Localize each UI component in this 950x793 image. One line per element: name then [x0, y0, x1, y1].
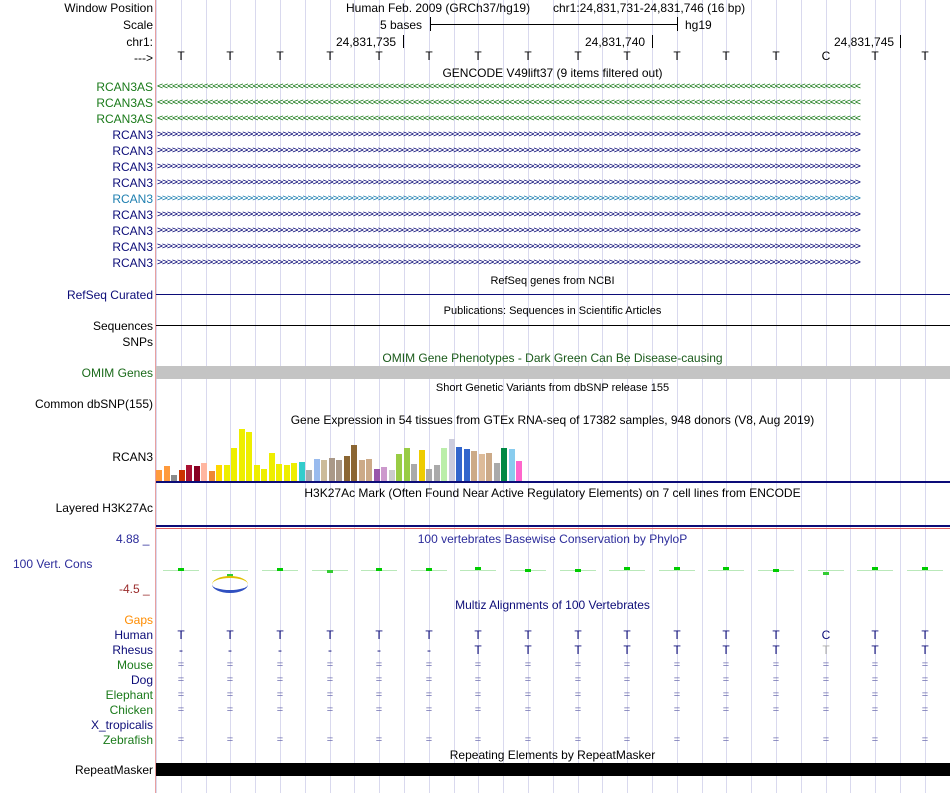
multiz-human-base: T: [226, 628, 234, 642]
sequence-base: T: [226, 49, 234, 63]
gtex-bar[interactable]: [359, 460, 365, 481]
multiz-rhesus-base: T: [822, 643, 830, 657]
multiz-gap-mark: =: [921, 674, 929, 686]
multiz-gap-mark: =: [226, 674, 234, 686]
sequence-base: T: [574, 49, 582, 63]
multiz-gap-mark: =: [772, 659, 780, 671]
gencode-row-label[interactable]: RCAN3: [112, 240, 153, 254]
pubs-label[interactable]: Sequences: [92, 319, 153, 333]
sequence-base: T: [524, 49, 532, 63]
gtex-bar[interactable]: [276, 464, 282, 481]
multiz-species-label[interactable]: Zebrafish: [102, 733, 153, 747]
omim-bar[interactable]: [156, 366, 950, 379]
h3k27ac-label[interactable]: Layered H3K27Ac: [55, 501, 153, 515]
coord-2-tick: [652, 35, 653, 48]
multiz-gap-mark: =: [623, 659, 631, 671]
gtex-bar[interactable]: [246, 432, 252, 481]
multiz-rhesus-base: T: [921, 643, 929, 657]
gencode-transcript-line[interactable]: >>>>>>>>>>>>>>>>>>>>>>>>>>>>>>>>>>>>>>>>>>>>>>>>>>>>>>>>>>>>>>>>>>>>>>>>>>>>>>>>>>>>>>>>>>>>>>>>>>>>>>>>>>>>>>>>>>>>>>>>>>>>>>>>>>>>>>>>>>>>: [157, 225, 860, 236]
multiz-human-base: T: [326, 628, 334, 642]
multiz-title: Multiz Alignments of 100 Vertebrates: [455, 598, 650, 612]
multiz-rhesus-base: T: [474, 643, 482, 657]
multiz-gap-mark: =: [722, 689, 730, 701]
multiz-gap-mark: =: [722, 704, 730, 716]
multiz-gap-mark: =: [574, 689, 582, 701]
gtex-bar[interactable]: [194, 466, 200, 481]
multiz-gap-mark: =: [524, 704, 532, 716]
gtex-bar-chart[interactable]: [156, 428, 536, 481]
snps-label[interactable]: SNPs: [122, 335, 153, 349]
multiz-gap-mark: =: [722, 734, 730, 746]
multiz-gap-mark: =: [822, 659, 830, 671]
gencode-transcript-line[interactable]: >>>>>>>>>>>>>>>>>>>>>>>>>>>>>>>>>>>>>>>>>>>>>>>>>>>>>>>>>>>>>>>>>>>>>>>>>>>>>>>>>>>>>>>>>>>>>>>>>>>>>>>>>>>>>>>>>>>>>>>>>>>>>>>>>>>>>>>>>>>>: [157, 193, 860, 204]
multiz-gap-mark: =: [524, 689, 532, 701]
multiz-gap-mark: =: [177, 674, 185, 686]
phylop-mark[interactable]: [773, 569, 779, 572]
gtex-bar[interactable]: [389, 470, 395, 481]
gtex-bar[interactable]: [411, 464, 417, 481]
multiz-human-base: T: [375, 628, 383, 642]
multiz-gap-mark: =: [574, 659, 582, 671]
phylop-label[interactable]: 100 Vert. Cons: [13, 557, 93, 571]
gtex-bar[interactable]: [156, 470, 162, 481]
gencode-row-label[interactable]: RCAN3: [112, 208, 153, 222]
multiz-gap-mark: =: [574, 734, 582, 746]
multiz-species-label[interactable]: Dog: [130, 673, 153, 687]
gtex-bar[interactable]: [336, 460, 342, 481]
gtex-bar[interactable]: [306, 470, 312, 481]
multiz-gap-mark: =: [772, 704, 780, 716]
phylop-baseline-dash: [857, 570, 893, 571]
multiz-gap-mark: =: [772, 674, 780, 686]
phylop-baseline-dash: [708, 570, 744, 571]
phylop-baseline-dash: [808, 570, 844, 571]
gencode-transcript-line[interactable]: >>>>>>>>>>>>>>>>>>>>>>>>>>>>>>>>>>>>>>>>>>>>>>>>>>>>>>>>>>>>>>>>>>>>>>>>>>>>>>>>>>>>>>>>>>>>>>>>>>>>>>>>>>>>>>>>>>>>>>>>>>>>>>>>>>>>>>>>>>>>: [157, 257, 860, 268]
multiz-human-base: T: [673, 628, 681, 642]
multiz-gap-mark: =: [474, 674, 482, 686]
multiz-gap-mark: =: [871, 689, 879, 701]
phylop-mark[interactable]: [823, 572, 829, 575]
multiz-gap-mark: =: [574, 704, 582, 716]
multiz-gap-mark: =: [524, 659, 532, 671]
gencode-title: GENCODE V49lift37 (9 items filtered out): [442, 66, 663, 80]
gencode-row-label[interactable]: RCAN3: [112, 176, 153, 190]
h3k27ac-line[interactable]: [156, 525, 950, 527]
multiz-gap-mark: =: [326, 734, 334, 746]
strand-label: --->: [134, 51, 153, 65]
multiz-human-base: T: [722, 628, 730, 642]
multiz-gap-mark: =: [276, 689, 284, 701]
multiz-gap-mark: =: [326, 689, 334, 701]
multiz-gap-mark: =: [772, 734, 780, 746]
gtex-bar[interactable]: [366, 459, 372, 481]
gencode-row-label[interactable]: RCAN3: [112, 224, 153, 238]
multiz-rhesus-base: T: [673, 643, 681, 657]
multiz-human-base: T: [177, 628, 185, 642]
repeat-label[interactable]: RepeatMasker: [74, 763, 153, 777]
multiz-gap-mark: =: [623, 689, 631, 701]
phylop-mark[interactable]: [674, 567, 680, 570]
gtex-bar[interactable]: [509, 449, 515, 481]
multiz-gap-mark: =: [673, 734, 681, 746]
gencode-row-label[interactable]: RCAN3: [112, 256, 153, 270]
gencode-row-label[interactable]: RCAN3: [112, 144, 153, 158]
phylop-mark[interactable]: [426, 568, 432, 571]
pubs-title: Publications: Sequences in Scientific Articles: [443, 305, 662, 317]
phylop-mark[interactable]: [376, 568, 382, 571]
multiz-gap-mark: =: [822, 674, 830, 686]
phylop-mark[interactable]: [575, 569, 581, 572]
multiz-gap-mark: =: [326, 704, 334, 716]
multiz-rhesus-base: T: [574, 643, 582, 657]
multiz-rhesus-base: -: [377, 643, 381, 657]
gencode-transcript-line[interactable]: <<<<<<<<<<<<<<<<<<<<<<<<<<<<<<<<<<<<<<<<<<<<<<<<<<<<<<<<<<<<<<<<<<<<<<<<<<<<<<<<<<<<<<<<<<<<<<<<<<<<<<<<<<<<<<<<<<<<<<<<<<<<<<<<<<<<<<<<<<<<: [157, 81, 860, 92]
multiz-gap-mark: =: [474, 659, 482, 671]
multiz-gap-mark: =: [524, 674, 532, 686]
multiz-gap-mark: =: [425, 704, 433, 716]
multiz-gap-mark: =: [673, 704, 681, 716]
multiz-human-base: T: [623, 628, 631, 642]
refseq-title: RefSeq genes from NCBI: [490, 275, 615, 287]
gtex-bar[interactable]: [456, 447, 462, 481]
multiz-rhesus-base: -: [228, 643, 232, 657]
multiz-gap-mark: =: [425, 734, 433, 746]
left-border-line: [155, 0, 156, 793]
h3k27ac-title: H3K27Ac Mark (Often Found Near Active Regulatory Elements) on 7 cell lines from ENCODE: [304, 486, 801, 500]
sequence-base: T: [722, 49, 730, 63]
gtex-bar[interactable]: [186, 465, 192, 481]
gtex-bar[interactable]: [404, 448, 410, 481]
phylop-title: 100 vertebrates Basewise Conservation by PhyloP: [417, 532, 688, 546]
phylop-baseline-dash: [907, 570, 943, 571]
refseq-label[interactable]: RefSeq Curated: [66, 288, 153, 302]
gtex-bar[interactable]: [291, 463, 297, 481]
phylop-mark[interactable]: [723, 567, 729, 570]
sequence-base: T: [673, 49, 681, 63]
gencode-transcript-line[interactable]: >>>>>>>>>>>>>>>>>>>>>>>>>>>>>>>>>>>>>>>>>>>>>>>>>>>>>>>>>>>>>>>>>>>>>>>>>>>>>>>>>>>>>>>>>>>>>>>>>>>>>>>>>>>>>>>>>>>>>>>>>>>>>>>>>>>>>>>>>>>>: [157, 129, 860, 140]
multiz-gap-mark: =: [226, 704, 234, 716]
multiz-gap-mark: =: [822, 704, 830, 716]
gtex-bar[interactable]: [426, 469, 432, 481]
multiz-gap-mark: =: [177, 689, 185, 701]
gtex-baseline: [156, 481, 950, 483]
multiz-human-base: T: [921, 628, 929, 642]
gtex-bar[interactable]: [231, 448, 237, 481]
coord-3-tick: [900, 35, 901, 48]
multiz-gap-mark: =: [673, 689, 681, 701]
gtex-bar[interactable]: [284, 465, 290, 481]
gtex-bar[interactable]: [261, 469, 267, 481]
phylop-baseline-dash: [659, 570, 695, 571]
multiz-species-label[interactable]: Chicken: [109, 703, 153, 717]
multiz-gap-mark: =: [822, 734, 830, 746]
multiz-gap-mark: =: [871, 674, 879, 686]
sequence-base: T: [375, 49, 383, 63]
scale-label: Scale: [122, 18, 153, 32]
multiz-gap-mark: =: [623, 704, 631, 716]
multiz-human-base: C: [821, 628, 831, 642]
phylop-mark[interactable]: [327, 570, 333, 573]
window-position-label: Window Position: [64, 1, 153, 15]
multiz-gap-mark: =: [425, 689, 433, 701]
multiz-gap-mark: =: [673, 659, 681, 671]
multiz-gap-mark: =: [177, 659, 185, 671]
multiz-rhesus-base: T: [623, 643, 631, 657]
gtex-bar[interactable]: [374, 469, 380, 481]
multiz-gap-mark: =: [276, 659, 284, 671]
multiz-rhesus-base: T: [772, 643, 780, 657]
gencode-transcript-line[interactable]: >>>>>>>>>>>>>>>>>>>>>>>>>>>>>>>>>>>>>>>>>>>>>>>>>>>>>>>>>>>>>>>>>>>>>>>>>>>>>>>>>>>>>>>>>>>>>>>>>>>>>>>>>>>>>>>>>>>>>>>>>>>>>>>>>>>>>>>>>>>>: [157, 145, 860, 156]
gtex-bar[interactable]: [381, 467, 387, 481]
gencode-row-label[interactable]: RCAN3AS: [96, 96, 153, 110]
gtex-bar[interactable]: [479, 454, 485, 481]
dbsnp-title: Short Genetic Variants from dbSNP release 155: [435, 382, 670, 394]
gtex-bar[interactable]: [209, 471, 215, 481]
multiz-gap-mark: =: [276, 734, 284, 746]
omim-label[interactable]: OMIM Genes: [81, 366, 153, 380]
gtex-bar[interactable]: [434, 465, 440, 481]
multiz-human-base: T: [574, 628, 582, 642]
multiz-species-label[interactable]: Rhesus: [112, 643, 153, 657]
gtex-bar[interactable]: [471, 451, 477, 481]
multiz-rhesus-base: -: [278, 643, 282, 657]
gtex-bar[interactable]: [396, 454, 402, 481]
multiz-gap-mark: =: [921, 659, 929, 671]
gencode-row-label[interactable]: RCAN3: [112, 192, 153, 206]
gencode-transcript-line[interactable]: >>>>>>>>>>>>>>>>>>>>>>>>>>>>>>>>>>>>>>>>>>>>>>>>>>>>>>>>>>>>>>>>>>>>>>>>>>>>>>>>>>>>>>>>>>>>>>>>>>>>>>>>>>>>>>>>>>>>>>>>>>>>>>>>>>>>>>>>>>>>: [157, 241, 860, 252]
gtex-bar[interactable]: [501, 448, 507, 481]
gencode-row-label[interactable]: RCAN3: [112, 160, 153, 174]
multiz-gap-mark: =: [326, 659, 334, 671]
phylop-ymin: -4.5 _: [119, 582, 150, 596]
gtex-bar[interactable]: [516, 461, 522, 481]
phylop-mark[interactable]: [475, 567, 481, 570]
multiz-gap-mark: =: [623, 734, 631, 746]
scale-text: 5 bases: [380, 18, 423, 32]
coord-3: 24,831,745: [834, 35, 895, 49]
multiz-gap-mark: =: [921, 704, 929, 716]
multiz-gap-mark: =: [375, 689, 383, 701]
gtex-bar[interactable]: [164, 466, 170, 481]
multiz-species-label[interactable]: X_tropicalis: [90, 718, 153, 732]
multiz-gap-mark: =: [772, 689, 780, 701]
gencode-transcript-line[interactable]: <<<<<<<<<<<<<<<<<<<<<<<<<<<<<<<<<<<<<<<<<<<<<<<<<<<<<<<<<<<<<<<<<<<<<<<<<<<<<<<<<<<<<<<<<<<<<<<<<<<<<<<<<<<<<<<<<<<<<<<<<<<<<<<<<<<<<<<<<<<<: [157, 113, 860, 124]
multiz-gap-mark: =: [921, 734, 929, 746]
multiz-gap-mark: =: [474, 734, 482, 746]
phylop-mark[interactable]: [277, 568, 283, 571]
multiz-gap-mark: =: [574, 674, 582, 686]
gtex-bar[interactable]: [449, 439, 455, 481]
gtex-bar[interactable]: [464, 449, 470, 481]
gtex-bar[interactable]: [419, 450, 425, 481]
gencode-transcript-line[interactable]: <<<<<<<<<<<<<<<<<<<<<<<<<<<<<<<<<<<<<<<<<<<<<<<<<<<<<<<<<<<<<<<<<<<<<<<<<<<<<<<<<<<<<<<<<<<<<<<<<<<<<<<<<<<<<<<<<<<<<<<<<<<<<<<<<<<<<<<<<<<<: [157, 97, 860, 108]
pubs-line[interactable]: [156, 325, 950, 326]
sequence-base: T: [772, 49, 780, 63]
sequence-base: T: [177, 49, 185, 63]
multiz-gap-mark: =: [276, 674, 284, 686]
chrom-label: chr1:: [126, 35, 153, 49]
multiz-gap-mark: =: [722, 674, 730, 686]
phylop-track[interactable]: [156, 540, 950, 595]
gencode-transcript-line[interactable]: >>>>>>>>>>>>>>>>>>>>>>>>>>>>>>>>>>>>>>>>>>>>>>>>>>>>>>>>>>>>>>>>>>>>>>>>>>>>>>>>>>>>>>>>>>>>>>>>>>>>>>>>>>>>>>>>>>>>>>>>>>>>>>>>>>>>>>>>>>>>: [157, 209, 860, 220]
multiz-rhesus-base: -: [427, 643, 431, 657]
sequence-base: T: [623, 49, 631, 63]
refseq-line[interactable]: [156, 294, 950, 295]
multiz-gap-mark: =: [425, 659, 433, 671]
multiz-human-base: T: [425, 628, 433, 642]
gtex-bar[interactable]: [441, 448, 447, 481]
multiz-species-label[interactable]: Mouse: [116, 658, 153, 672]
multiz-human-base: T: [871, 628, 879, 642]
gtex-bar[interactable]: [224, 465, 230, 481]
multiz-species-label[interactable]: Elephant: [105, 688, 153, 702]
repeat-bar[interactable]: [156, 763, 950, 776]
multiz-gap-mark: =: [474, 704, 482, 716]
sequence-base: C: [821, 49, 831, 63]
gtex-bar[interactable]: [239, 429, 245, 481]
multiz-gap-mark: =: [673, 674, 681, 686]
multiz-gap-mark: =: [474, 689, 482, 701]
gtex-bar[interactable]: [254, 465, 260, 481]
gtex-bar[interactable]: [321, 460, 327, 481]
gaps-label[interactable]: Gaps: [124, 613, 153, 627]
multiz-gap-mark: =: [326, 674, 334, 686]
scale-db: hg19: [685, 18, 712, 32]
phylop-mark[interactable]: [624, 567, 630, 570]
coord-1: 24,831,735: [336, 35, 397, 49]
multiz-gap-mark: =: [375, 734, 383, 746]
multiz-gap-mark: =: [276, 704, 284, 716]
multiz-gap-mark: =: [226, 659, 234, 671]
multiz-gap-mark: =: [871, 734, 879, 746]
multiz-gap-mark: =: [375, 659, 383, 671]
multiz-human-base: T: [276, 628, 284, 642]
multiz-rhesus-base: T: [871, 643, 879, 657]
multiz-rhesus-base: -: [328, 643, 332, 657]
gencode-row-label[interactable]: RCAN3AS: [96, 112, 153, 126]
phylop-baseline-dash: [609, 570, 645, 571]
multiz-species-label[interactable]: Human: [114, 628, 153, 642]
coord-1-tick: [403, 35, 404, 48]
gtex-bar[interactable]: [216, 465, 222, 481]
sequence-base: T: [921, 49, 929, 63]
multiz-gap-mark: =: [524, 734, 532, 746]
gencode-row-label[interactable]: RCAN3: [112, 128, 153, 142]
multiz-gap-mark: =: [623, 674, 631, 686]
multiz-gap-mark: =: [375, 674, 383, 686]
multiz-gap-mark: =: [375, 704, 383, 716]
multiz-gap-mark: =: [226, 734, 234, 746]
gtex-bar[interactable]: [351, 445, 357, 481]
phylop-mark[interactable]: [178, 568, 184, 571]
gencode-row-label[interactable]: RCAN3AS: [96, 80, 153, 94]
multiz-human-base: T: [474, 628, 482, 642]
gtex-bar[interactable]: [299, 462, 305, 481]
gtex-bar[interactable]: [329, 458, 335, 481]
gtex-title: Gene Expression in 54 tissues from GTEx RNA-seq of 17382 samples, 948 donors (V8, Aug 2019): [290, 413, 815, 427]
scale-bar: [430, 17, 678, 31]
multiz-gap-mark: =: [822, 689, 830, 701]
sequence-base: T: [474, 49, 482, 63]
phylop-ymax: 4.88 _: [116, 532, 150, 546]
multiz-rhesus-base: T: [524, 643, 532, 657]
h3k27ac-line-red: [156, 528, 950, 529]
dbsnp-label[interactable]: Common dbSNP(155): [34, 397, 153, 411]
repeat-title: Repeating Elements by RepeatMasker: [449, 748, 656, 762]
phylop-baseline-dash: [460, 570, 496, 571]
position-text: chr1:24,831,731-24,831,746 (16 bp): [553, 1, 746, 15]
gencode-transcript-line[interactable]: >>>>>>>>>>>>>>>>>>>>>>>>>>>>>>>>>>>>>>>>>>>>>>>>>>>>>>>>>>>>>>>>>>>>>>>>>>>>>>>>>>>>>>>>>>>>>>>>>>>>>>>>>>>>>>>>>>>>>>>>>>>>>>>>>>>>>>>>>>>>: [157, 161, 860, 172]
multiz-gap-mark: =: [871, 659, 879, 671]
gencode-transcript-line[interactable]: >>>>>>>>>>>>>>>>>>>>>>>>>>>>>>>>>>>>>>>>>>>>>>>>>>>>>>>>>>>>>>>>>>>>>>>>>>>>>>>>>>>>>>>>>>>>>>>>>>>>>>>>>>>>>>>>>>>>>>>>>>>>>>>>>>>>>>>>>>>>: [157, 177, 860, 188]
multiz-gap-mark: =: [226, 689, 234, 701]
omim-title: OMIM Gene Phenotypes - Dark Green Can Be Disease-causing: [382, 351, 723, 365]
sequence-base: T: [871, 49, 879, 63]
multiz-gap-mark: =: [722, 659, 730, 671]
phylop-mark[interactable]: [525, 569, 531, 572]
phylop-mark[interactable]: [922, 567, 928, 570]
phylop-mark[interactable]: [872, 567, 878, 570]
sequence-base: T: [326, 49, 334, 63]
multiz-rhesus-base: -: [179, 643, 183, 657]
multiz-human-base: T: [524, 628, 532, 642]
phylop-logo-icon: [212, 576, 248, 593]
phylop-baseline-dash: [212, 570, 248, 571]
gtex-bar[interactable]: [486, 453, 492, 481]
sequence-base: T: [425, 49, 433, 63]
gtex-bar[interactable]: [201, 463, 207, 481]
multiz-gap-mark: =: [177, 704, 185, 716]
gtex-bar[interactable]: [344, 456, 350, 481]
assembly-text: Human Feb. 2009 (GRCh37/hg19): [346, 1, 531, 15]
multiz-gap-mark: =: [921, 689, 929, 701]
multiz-gap-mark: =: [871, 704, 879, 716]
multiz-human-base: T: [772, 628, 780, 642]
multiz-gap-mark: =: [425, 674, 433, 686]
multiz-gap-mark: =: [177, 734, 185, 746]
gtex-bar[interactable]: [314, 459, 320, 481]
coord-2: 24,831,740: [585, 35, 646, 49]
gtex-bar[interactable]: [269, 453, 275, 481]
gtex-label[interactable]: RCAN3: [112, 450, 153, 464]
multiz-rhesus-base: T: [722, 643, 730, 657]
sequence-base: T: [276, 49, 284, 63]
gtex-bar[interactable]: [179, 470, 185, 481]
gtex-bar[interactable]: [494, 463, 500, 481]
